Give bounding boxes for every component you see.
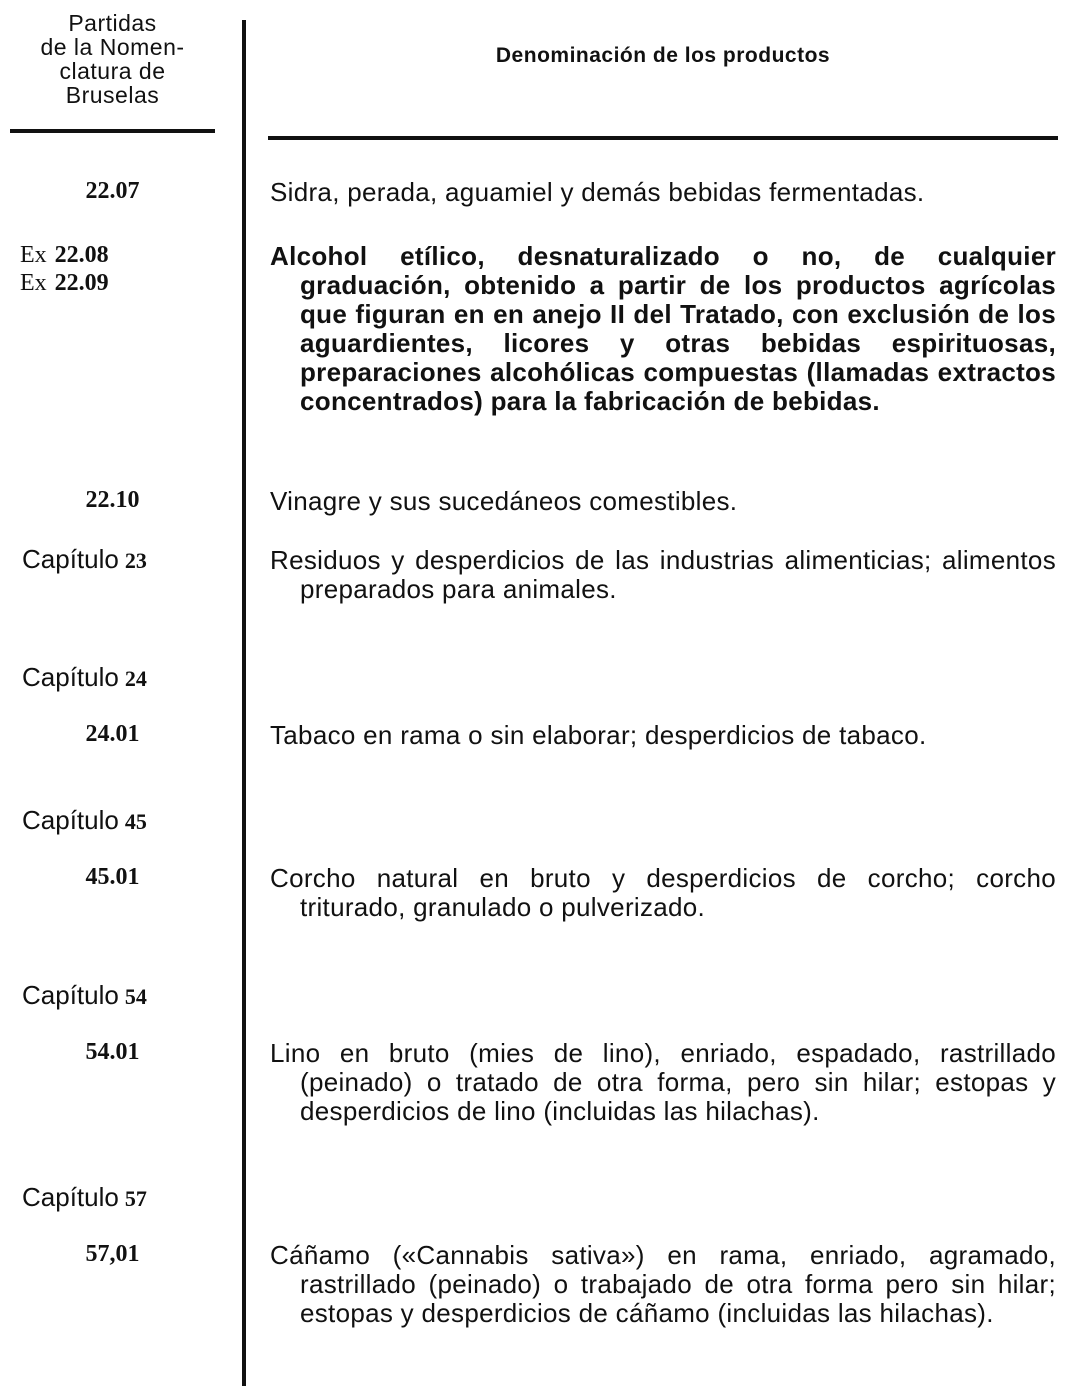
header-left-line: de la Nomen- bbox=[40, 34, 185, 60]
header-left-line: clatura de bbox=[59, 58, 166, 84]
row-code: 54.01 bbox=[85, 1039, 140, 1065]
row-code: 22.07 bbox=[85, 178, 140, 204]
chapter-number: 57 bbox=[124, 1186, 147, 1211]
row-chapter bbox=[10, 807, 215, 835]
chapter-word: Capítulo bbox=[22, 805, 119, 835]
row-desc: Corcho natural en bruto y desperdicios de corcho; corcho triturado, granulado o pulverizado. bbox=[270, 863, 1056, 922]
chapter-word: Capítulo bbox=[22, 662, 119, 692]
header-left-line: Bruselas bbox=[65, 82, 160, 108]
row-desc: Residuos y desperdicios de las industrias alimenticias; alimentos preparados para animales. bbox=[270, 545, 1056, 604]
code-number: 22.09 bbox=[54, 270, 109, 296]
row-code bbox=[10, 270, 225, 297]
chapter-word: Capítulo bbox=[22, 980, 119, 1010]
code-number: 22.08 bbox=[54, 242, 109, 268]
row-desc: Alcohol etílico, desnaturalizado o no, de cualquier graduación, obtenido a partir de los productos agrícolas que figuran en en anejo II del Tratado, con exclusión de los aguardientes, licores y otras bebidas espirituosas, preparaciones alcohólicas compuestas (llamadas extractos concentrados) para la fabricación de bebidas. bbox=[270, 241, 1056, 416]
row-code: 57,01 bbox=[85, 1241, 140, 1267]
header-rule-left bbox=[10, 129, 215, 133]
chapter-word: Capítulo bbox=[22, 544, 119, 574]
chapter-word: Capítulo bbox=[22, 1182, 119, 1212]
header-left-line: Partidas bbox=[68, 10, 157, 36]
code-prefix: Ex bbox=[20, 242, 47, 268]
header-right: Denominación de los productos bbox=[495, 44, 831, 67]
row-chapter bbox=[10, 1184, 215, 1212]
chapter-number: 24 bbox=[124, 666, 147, 691]
row-desc: Lino en bruto (mies de lino), enriado, espadado, rastrillado (peinado) o tratado de otra forma, pero sin hilar; estopas y desperdicios de lino (incluidas las hilachas). bbox=[270, 1038, 1056, 1126]
column-divider bbox=[242, 20, 246, 1386]
chapter-number: 45 bbox=[124, 809, 147, 834]
row-desc: Cáñamo («Cannabis sativa») en rama, enriado, agramado, rastrillado (peinado) o trabajado de otra forma pero sin hilar; estopas y desperdicios de cáñamo (incluidas las hilachas). bbox=[270, 1240, 1056, 1328]
row-code: 24.01 bbox=[85, 721, 140, 747]
row-desc: Tabaco en rama o sin elaborar; desperdicios de tabaco. bbox=[270, 720, 927, 750]
code-prefix: Ex bbox=[20, 270, 47, 296]
row-desc: Vinagre y sus sucedáneos comestibles. bbox=[270, 486, 738, 516]
chapter-number: 23 bbox=[124, 548, 147, 573]
header-left bbox=[10, 11, 215, 107]
row-desc: Sidra, perada, aguamiel y demás bebidas fermentadas. bbox=[270, 177, 925, 207]
header-rule-right bbox=[268, 136, 1058, 140]
row-code: 45.01 bbox=[85, 864, 140, 890]
chapter-number: 54 bbox=[124, 984, 147, 1009]
row-chapter bbox=[10, 982, 215, 1010]
row-chapter bbox=[10, 546, 215, 574]
row-code bbox=[10, 242, 225, 269]
row-code: 22.10 bbox=[85, 487, 140, 513]
row-chapter bbox=[10, 664, 215, 692]
